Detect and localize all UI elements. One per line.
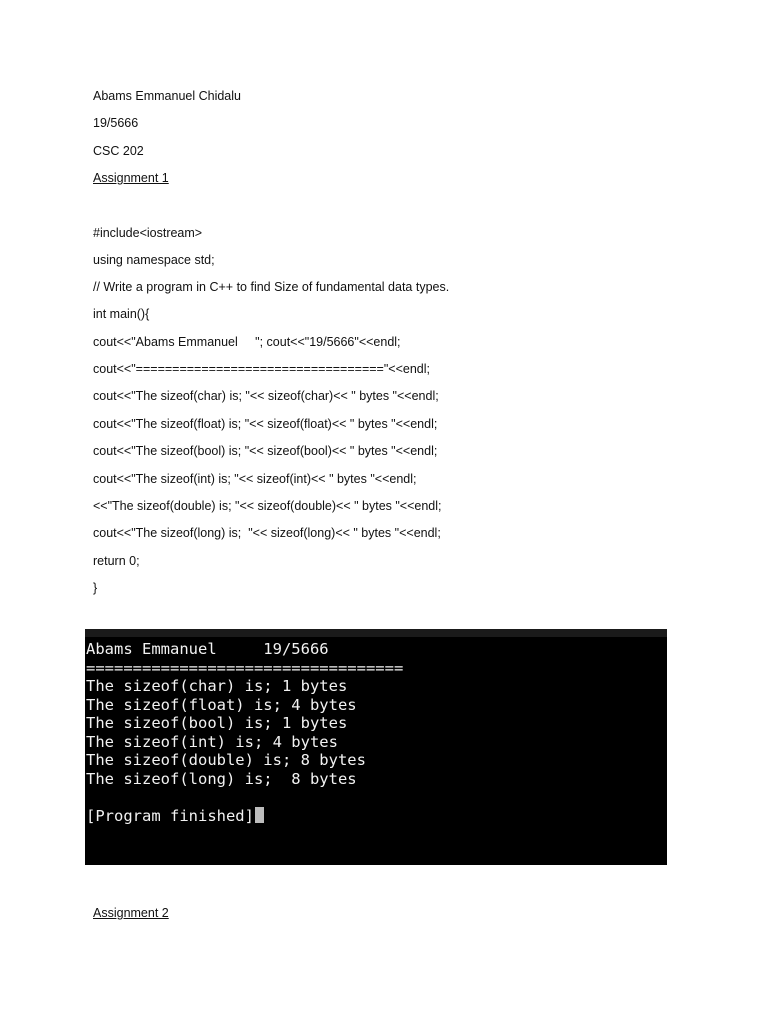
code-line: cout<<"The sizeof(char) is; "<< sizeof(char)<< " bytes "<<endl; [93,389,439,403]
terminal-finished-line [86,807,667,826]
terminal-line: The sizeof(long) is; 8 bytes [86,769,357,788]
code-line: // Write a program in C++ to find Size of fundamental data types. [93,280,450,294]
terminal-blank-line [86,788,667,807]
code-line: #include<iostream> [93,226,203,240]
code-line: cout<<"=================================="<<endl; [93,362,430,376]
registration-number: 19/5666 [93,116,139,130]
code-line: using namespace std; [93,253,215,267]
terminal-line: ================================== [86,658,404,677]
code-line: return 0; [93,554,140,568]
program-finished-text: [Program finished] [86,806,254,825]
code-line: <<"The sizeof(double) is; "<< sizeof(double)<< " bytes "<<endl; [93,499,442,513]
terminal-line: The sizeof(bool) is; 1 bytes [86,714,348,732]
terminal-cursor [255,807,264,823]
terminal-line: The sizeof(char) is; 1 bytes [86,677,348,695]
student-name: Abams Emmanuel Chidalu [93,89,241,103]
code-line: cout<<"The sizeof(int) is; "<< sizeof(int)<< " bytes "<<endl; [93,472,417,486]
terminal-output-screenshot [85,629,667,865]
code-line: cout<<"Abams Emmanuel "; cout<<"19/5666"<<endl; [93,335,401,349]
course-code: CSC 202 [93,144,144,158]
code-line: cout<<"The sizeof(bool) is; "<< sizeof(bool)<< " bytes "<<endl; [93,444,438,458]
code-line: int main(){ [93,307,150,321]
code-line: cout<<"The sizeof(float) is; "<< sizeof(float)<< " bytes "<<endl; [93,417,438,431]
assignment-1-heading: Assignment 1 [93,171,169,185]
terminal-line: The sizeof(float) is; 4 bytes [86,695,357,714]
assignment-2-heading: Assignment 2 [93,906,169,920]
code-line: } [93,581,98,595]
terminal-line: The sizeof(double) is; 8 bytes [86,751,366,769]
terminal-top-bar [85,629,667,637]
terminal-line: Abams Emmanuel 19/5666 [86,640,329,658]
code-line: cout<<"The sizeof(long) is; "<< sizeof(long)<< " bytes "<<endl; [93,526,441,540]
terminal-line: The sizeof(int) is; 4 bytes [86,732,338,751]
